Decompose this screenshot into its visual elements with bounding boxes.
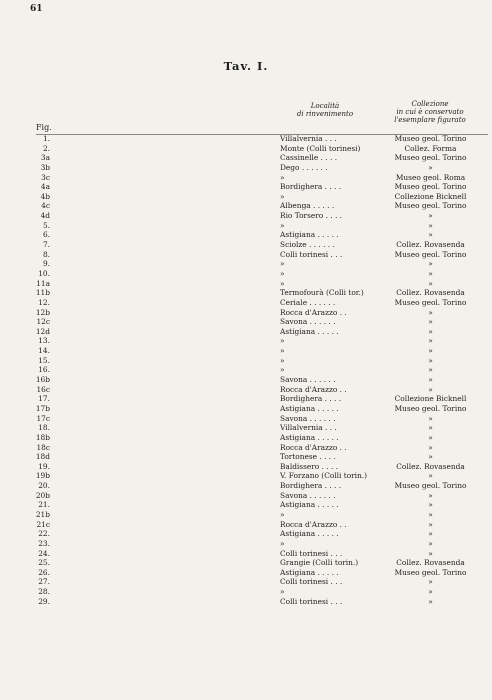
locality-cell: Savona . . . . . . [280, 490, 336, 500]
figure-number: 11a [36, 278, 50, 288]
figure-number: 16c [36, 384, 50, 394]
table-row [0, 327, 492, 337]
figure-number: 18d [35, 452, 50, 462]
table-row [0, 414, 492, 424]
figure-number: 8. [42, 249, 50, 259]
table-row [0, 520, 492, 530]
collection-cell: Museo geol. Roma [395, 172, 466, 182]
table-row [0, 356, 492, 366]
locality-cell: Albenga . . . . . [280, 201, 335, 211]
collection-cell: » [428, 220, 433, 230]
collection-cell: Museo geol. Torino [394, 297, 467, 307]
table-row [0, 336, 492, 346]
table-row [0, 433, 492, 443]
locality-cell: Colli torinesi . . . [280, 596, 343, 606]
locality-cell: Termofourà (Colli tor.) [280, 288, 364, 298]
table-row [0, 240, 492, 250]
locality-cell: Bordighera . . . . [280, 182, 342, 192]
collection-cell: Collez. Rovasenda [396, 240, 465, 250]
locality-cell: Bordighera . . . . [280, 481, 342, 491]
collection-cell: Museo geol. Torino [394, 403, 467, 413]
collection-cell: » [428, 365, 433, 375]
collection-cell: » [428, 423, 433, 433]
table-row [0, 375, 492, 385]
table-row [0, 481, 492, 491]
collection-cell: Collez. Rovasenda [396, 288, 465, 298]
collection-cell: » [428, 577, 433, 587]
collection-cell: » [428, 509, 433, 519]
figure-number: 26. [38, 567, 50, 577]
figure-number: 17b [35, 403, 50, 413]
table-row [0, 452, 492, 462]
collection-cell: Museo geol. Torino [394, 153, 467, 163]
figure-number: 21. [38, 500, 50, 510]
figure-number: 1. [42, 134, 50, 143]
figure-number: 4a [40, 182, 50, 192]
plate-table [0, 134, 492, 606]
locality-header-line1: Località [310, 102, 340, 110]
locality-header-line2: di rinvenimento [296, 110, 354, 118]
collection-cell: » [428, 442, 433, 452]
collection-cell: Museo geol. Torino [394, 481, 467, 491]
locality-cell: Villalvernia . . . [280, 423, 337, 433]
table-row [0, 529, 492, 539]
table-row [0, 539, 492, 549]
figure-number: 14. [38, 346, 50, 356]
figure-number: 19. [38, 461, 50, 471]
table-row [0, 288, 492, 298]
collection-cell: Museo geol. Torino [394, 201, 467, 211]
figure-number: 9. [42, 259, 50, 269]
figure-number: 11b [35, 288, 50, 298]
table-row [0, 317, 492, 327]
table-row [0, 201, 492, 211]
locality-cell: Astigiana . . . . . [280, 403, 339, 413]
figure-number: 3a [40, 153, 50, 163]
collection-cell: » [428, 596, 433, 606]
locality-cell: V. Forzano (Colli torin.) [280, 471, 368, 481]
locality-cell: Villalvernia . . . [280, 134, 337, 143]
table-row [0, 404, 492, 414]
table-row [0, 443, 492, 453]
table-row [0, 153, 492, 163]
figure-number: 13. [38, 336, 50, 346]
locality-cell: Astigiana . . . . . [280, 326, 339, 336]
collection-cell: Collez. Rovasenda [396, 461, 465, 471]
figure-number: 18c [36, 442, 50, 452]
collection-cell: » [428, 162, 433, 172]
table-row [0, 221, 492, 231]
collection-cell: » [428, 259, 433, 269]
collection-header-line3: l'esemplare figurato [394, 116, 466, 124]
locality-cell: » [280, 172, 285, 182]
figure-number: 4d [40, 211, 50, 221]
locality-cell: Savona . . . . . . [280, 317, 336, 327]
figure-number: 3c [41, 172, 50, 182]
table-row [0, 491, 492, 501]
collection-cell: » [428, 471, 433, 481]
figure-number: 19b [35, 471, 50, 481]
plate-title: Tav. I. [223, 59, 269, 73]
figure-number: 20. [38, 481, 50, 491]
figure-number: 12b [35, 307, 50, 317]
collection-cell: Collez. Rovasenda [396, 558, 465, 568]
locality-cell: Astigiana . . . . . [280, 567, 339, 577]
table-row [0, 587, 492, 597]
locality-cell: Colli torinesi . . . [280, 249, 343, 259]
collection-cell: » [428, 336, 433, 346]
locality-cell: » [280, 346, 285, 356]
table-row [0, 385, 492, 395]
figure-number: 4b [40, 191, 50, 201]
locality-cell: Bordighera . . . . [280, 394, 342, 404]
locality-cell: Monte (Colli torinesi) [280, 143, 361, 153]
locality-header [282, 102, 368, 118]
figure-number: 12c [36, 317, 50, 327]
table-row [0, 365, 492, 375]
collection-cell: » [428, 326, 433, 336]
table-row [0, 230, 492, 240]
locality-cell: Tortonese . . . . [280, 452, 336, 462]
table-row [0, 597, 492, 607]
locality-cell: » [280, 191, 285, 201]
locality-cell: » [280, 509, 285, 519]
table-row [0, 510, 492, 520]
locality-cell: » [280, 259, 285, 269]
collection-cell: Collezione Bicknell [394, 191, 467, 201]
collection-cell: Collezione Bicknell [394, 394, 467, 404]
collection-cell: » [428, 519, 433, 529]
collection-cell: » [428, 452, 433, 462]
collection-cell: » [428, 346, 433, 356]
figure-number: 7. [42, 240, 50, 250]
collection-cell: Museo geol. Torino [394, 249, 467, 259]
collection-cell: Museo geol. Torino [394, 182, 467, 192]
figure-number: 15. [38, 355, 50, 365]
figure-number: 10. [38, 268, 50, 278]
figure-number: 23. [38, 538, 50, 548]
collection-cell: » [428, 355, 433, 365]
table-row [0, 423, 492, 433]
figure-number: 22. [38, 529, 50, 539]
collection-cell: » [428, 375, 433, 385]
table-row [0, 269, 492, 279]
collection-header [370, 100, 490, 124]
locality-cell: Colli torinesi . . . [280, 548, 343, 558]
locality-cell: » [280, 355, 285, 365]
table-row [0, 577, 492, 587]
figure-number: 18b [35, 432, 50, 442]
figure-number: 6. [42, 230, 50, 240]
collection-cell: » [428, 230, 433, 240]
table-row [0, 298, 492, 308]
locality-cell: » [280, 278, 285, 288]
figure-number: 16b [35, 375, 50, 385]
collection-cell: » [428, 548, 433, 558]
figure-number: 2. [42, 143, 50, 153]
collection-cell: » [428, 538, 433, 548]
table-row [0, 549, 492, 559]
locality-cell: Cassinelle . . . . [280, 153, 338, 163]
table-row [0, 250, 492, 260]
table-row [0, 394, 492, 404]
table-row [0, 192, 492, 202]
locality-cell: Astigiana . . . . . [280, 500, 339, 510]
collection-cell: » [428, 268, 433, 278]
locality-cell: » [280, 587, 285, 597]
table-row [0, 279, 492, 289]
locality-cell: » [280, 220, 285, 230]
table-row [0, 182, 492, 192]
collection-cell: Museo geol. Torino [394, 134, 467, 143]
collection-cell: » [428, 500, 433, 510]
locality-cell: Dego . . . . . . [280, 162, 328, 172]
figure-number: 18. [38, 423, 50, 433]
locality-cell: Rio Torsero . . . . [280, 211, 343, 221]
locality-cell: » [280, 365, 285, 375]
table-row [0, 500, 492, 510]
collection-cell: » [428, 211, 433, 221]
locality-cell: Rocca d'Arazzo . . [280, 307, 347, 317]
collection-cell: Collez. Forma [404, 143, 457, 153]
collection-cell: » [428, 490, 433, 500]
table-row [0, 144, 492, 154]
locality-cell: Grangie (Colli torin.) [280, 558, 359, 568]
table-row [0, 462, 492, 472]
collection-cell: » [428, 317, 433, 327]
figure-number: 17c [36, 413, 50, 423]
locality-cell: Baldissero . . . . [280, 461, 339, 471]
table-row [0, 259, 492, 269]
collection-header-line2: in cui è conservato [396, 108, 464, 116]
figure-number: 12d [35, 326, 50, 336]
locality-cell: Colli torinesi . . . [280, 577, 343, 587]
locality-cell: » [280, 336, 285, 346]
figure-number: 5. [42, 220, 50, 230]
locality-cell: Savona . . . . . . [280, 375, 336, 385]
locality-cell: » [280, 268, 285, 278]
collection-cell: » [428, 432, 433, 442]
figure-number: 17. [38, 394, 50, 404]
collection-cell: » [428, 529, 433, 539]
collection-cell: » [428, 384, 433, 394]
figure-number: 16. [38, 365, 50, 375]
figure-number: 4c [41, 201, 50, 211]
fig-header: Fig. [36, 123, 52, 132]
page-number: 61 [30, 4, 43, 14]
collection-cell: » [428, 278, 433, 288]
locality-cell: Sciolze . . . . . . [280, 240, 335, 250]
locality-cell: Savona . . . . . . [280, 413, 336, 423]
figure-number: 27. [38, 577, 50, 587]
figure-number: 28. [38, 587, 50, 597]
collection-cell: » [428, 307, 433, 317]
table-row [0, 134, 492, 144]
figure-number: 3b [40, 162, 50, 172]
table-row [0, 568, 492, 578]
locality-cell: Astigiana . . . . . [280, 230, 339, 240]
table-row [0, 173, 492, 183]
figure-number: 12. [38, 297, 50, 307]
locality-cell: Ceriale . . . . . . [280, 297, 336, 307]
locality-cell: Astigiana . . . . . [280, 432, 339, 442]
figure-number: 21c [36, 519, 50, 529]
table-row [0, 308, 492, 318]
locality-cell: Rocca d'Arazzo . . [280, 519, 347, 529]
locality-cell: Rocca d'Arazzo . . [280, 442, 347, 452]
locality-cell: Rocca d'Arazzo . . [280, 384, 347, 394]
figure-number: 20b [35, 490, 50, 500]
table-row [0, 558, 492, 568]
table-row [0, 211, 492, 221]
locality-cell: » [280, 538, 285, 548]
figure-number: 21b [35, 509, 50, 519]
collection-cell: » [428, 413, 433, 423]
table-row [0, 346, 492, 356]
collection-cell: Museo geol. Torino [394, 567, 467, 577]
locality-cell: Astigiana . . . . . [280, 529, 339, 539]
figure-number: 29. [38, 596, 50, 606]
figure-number: 25. [38, 558, 50, 568]
figure-number: 24. [38, 548, 50, 558]
collection-cell: » [428, 587, 433, 597]
table-row [0, 471, 492, 481]
table-row [0, 163, 492, 173]
collection-header-line1: Collezione [411, 100, 449, 108]
